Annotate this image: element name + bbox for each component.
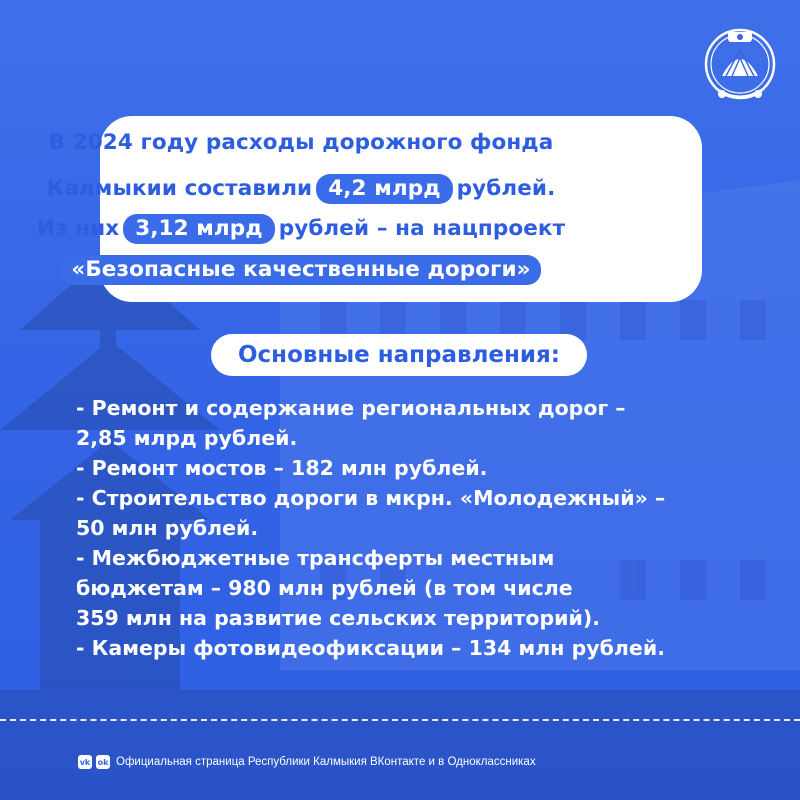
kalmykia-emblem-icon bbox=[700, 24, 780, 108]
amount-pill-project: 3,12 млрд bbox=[123, 214, 275, 244]
list-item: - Ремонт и содержание региональных дорог – bbox=[76, 396, 626, 420]
list-item: 50 млн рублей. bbox=[76, 516, 259, 540]
footer bbox=[78, 754, 536, 770]
vk-icon[interactable]: vk bbox=[78, 755, 92, 769]
list-item: 359 млн на развитие сельских территорий). bbox=[76, 606, 601, 630]
dashed-divider bbox=[0, 719, 800, 721]
headline-line-1: В 2024 году расходы дорожного фонда bbox=[48, 130, 554, 155]
list-item: бюджетам – 980 млн рублей (в том числе bbox=[76, 576, 573, 600]
list-item: - Ремонт мостов – 182 млн рублей. bbox=[76, 456, 488, 480]
headline-text: рублей – на нацпроект bbox=[278, 216, 566, 241]
odnoklassniki-icon[interactable]: ok bbox=[96, 755, 110, 769]
section-title: Основные направления: bbox=[211, 334, 587, 376]
headline-text: Калмыкии составили bbox=[46, 176, 313, 201]
list-item: - Строительство дороги в мкрн. «Молодежный» – bbox=[76, 486, 666, 510]
headline-text: рублей. bbox=[456, 176, 556, 201]
headline-line-2 bbox=[0, 174, 602, 204]
headline-line-4 bbox=[0, 255, 602, 285]
list-item: - Межбюджетные трансферты местным bbox=[76, 546, 555, 570]
headline-line-3 bbox=[0, 214, 602, 244]
project-name-pill: «Безопасные качественные дороги» bbox=[61, 255, 540, 285]
amount-pill-total: 4,2 млрд bbox=[316, 174, 452, 204]
directions-list bbox=[76, 393, 756, 663]
headline-text: Из них bbox=[36, 216, 120, 241]
footer-text: Официальная страница Республики Калмыкия ВКонтакте и в Одноклассниках bbox=[116, 756, 536, 768]
list-item: - Камеры фотовидеофиксации – 134 млн рублей. bbox=[76, 636, 665, 660]
list-item: 2,85 млрд рублей. bbox=[76, 426, 298, 450]
